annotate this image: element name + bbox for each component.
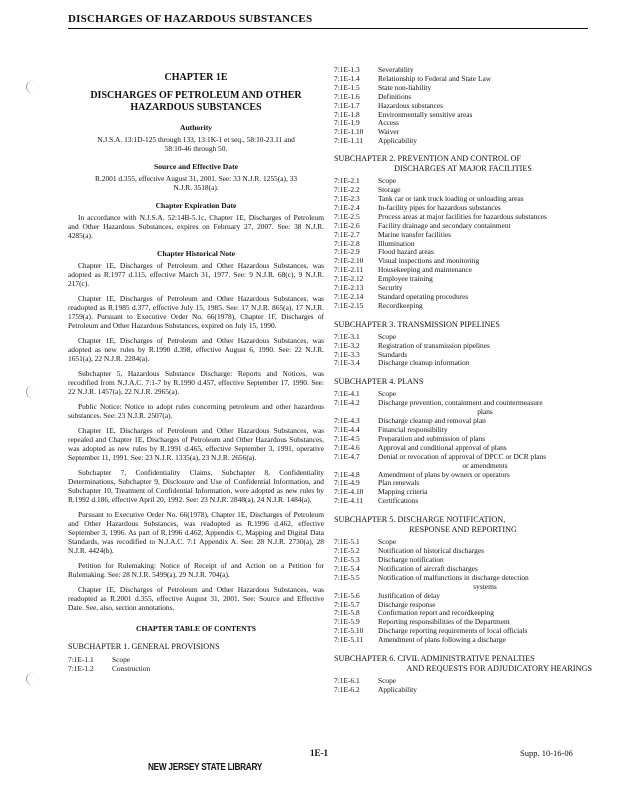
- toc-entry-number: 7:1E-2.10: [334, 256, 364, 266]
- toc-entry-number: 7:1E-4.10: [334, 487, 364, 497]
- supplement-date: Supp. 10-16-06: [520, 748, 573, 758]
- toc-entry[interactable]: [334, 266, 592, 275]
- toc-entry-number: 7:1E-5.1: [334, 537, 360, 547]
- toc-entry-title: Flood hazard areas: [378, 247, 434, 257]
- toc-subchapter-4-list: [334, 390, 592, 506]
- toc-entry-title: Environmentally sensitive areas: [378, 109, 473, 119]
- toc-entry[interactable]: [334, 93, 592, 102]
- toc-entry-title: Registration of transmission pipelines: [378, 340, 490, 350]
- binder-hole-mark: [26, 385, 44, 399]
- toc-entry[interactable]: [68, 655, 324, 664]
- toc-entry-title: Illumination: [378, 238, 415, 248]
- toc-entry-number: 7:1E-2.13: [334, 283, 364, 293]
- toc-entry-title: Notification of malfunctions in discharge detection: [378, 572, 529, 582]
- toc-entry-title: Waiver: [378, 127, 400, 137]
- toc-entry[interactable]: [334, 574, 592, 583]
- toc-entry-title: Visual inspections and monitoring: [378, 256, 480, 266]
- toc-subchapter-6-title-line1: SUBCHAPTER 6. CIVIL ADMINISTRATIVE PENALTIES: [334, 654, 535, 664]
- toc-entry-number: 7:1E-2.1: [334, 176, 360, 186]
- toc-entry-title: Definitions: [378, 91, 412, 101]
- toc-entry[interactable]: [68, 664, 324, 673]
- toc-entry-title: Approval and conditional approval of plans: [378, 442, 507, 452]
- history-note: Pursuant to Executive Order No. 66(1978), Chapter 1E, Discharges of Petroleum and Other Hazardous Substances, was readopted as R.1996 d.462, effective September 3, 1996. As part of R.1996 d.462, Appendix C, Mapping and Digital Data Standards, was recodified to N.J.A.C. 7:1 Appendix A. See: 28 N.J.R. 2730(a), 28 N.J.R. 4424(b).: [68, 510, 324, 555]
- toc-entry-number: 7:1E-4.6: [334, 442, 360, 452]
- toc-entry-title: Notification of historical discharges: [378, 546, 484, 556]
- toc-entry-number: 7:1E-2.14: [334, 291, 364, 301]
- toc-subchapter-6-list: [334, 677, 592, 695]
- toc-entry[interactable]: [334, 686, 592, 695]
- toc-subchapter-1-title: SUBCHAPTER 1. GENERAL PROVISIONS: [68, 642, 220, 651]
- toc-entry-number: 7:1E-3.4: [334, 358, 360, 368]
- toc-entry[interactable]: [334, 417, 592, 426]
- page-number: 1E-1: [310, 748, 328, 758]
- toc-entry-title: Tank car or tank truck loading or unloading areas: [378, 193, 524, 203]
- toc-entry-number: 7:1E-1.5: [334, 82, 360, 92]
- source-heading: Source and Effective Date: [153, 162, 238, 171]
- toc-entry-title: Discharge reporting requirements of local officials: [378, 626, 528, 636]
- toc-entry-title: Hazardous substances: [378, 100, 444, 110]
- toc-entry-title: Discharge cleanup and removal plan: [378, 416, 486, 426]
- toc-entry-number: 7:1E-4.8: [334, 469, 360, 479]
- toc-entry-number: 7:1E-2.6: [334, 220, 360, 230]
- toc-subchapter-2-title-line2: DISCHARGES AT MAJOR FACILITIES: [394, 164, 532, 174]
- history-note: Petition for Rulemaking: Notice of Receipt of and Action on a Petition for Rulemaking. See: 28 N.J.R. 5499(a), 29 N.J.R. 704(a).: [68, 561, 324, 579]
- toc-entry-number: 7:1E-1.2: [68, 664, 94, 673]
- toc-entry-title: Applicability: [378, 684, 417, 694]
- toc-entry-title: Recordkeeping: [378, 300, 423, 310]
- toc-entry-title: Scope: [378, 676, 397, 686]
- authority-text: N.J.S.A. 13:1D-125 through 133, 13:1K-1 et seq., 58:10-23.11 and 58:10-46 through 50.: [97, 135, 295, 153]
- toc-subchapter-4-title: SUBCHAPTER 4. PLANS: [334, 377, 424, 387]
- toc-entry[interactable]: [334, 302, 592, 311]
- toc-subchapter-2-title-line1: SUBCHAPTER 2. PREVENTION AND CONTROL OF: [334, 154, 522, 164]
- toc-entry-title: Reporting responsibilities of the Department: [378, 617, 510, 627]
- toc-entry-number: 7:1E-1.8: [334, 109, 360, 119]
- toc-subchapter-1-list-continued: [334, 66, 592, 146]
- chapter-number: CHAPTER 1E: [164, 72, 228, 83]
- toc-entry-number: 7:1E-2.7: [334, 229, 360, 239]
- toc-entry-title: Facility drainage and secondary containment: [378, 220, 511, 230]
- toc-entry-number: 7:1E-3.2: [334, 340, 360, 350]
- toc-entry-title: Housekeeping and maintenance: [378, 265, 472, 275]
- toc-entry-title: Preparation and submission of plans: [378, 433, 486, 443]
- toc-entry-title: Storage: [378, 185, 401, 195]
- toc-entry-number: 7:1E-2.4: [334, 202, 360, 212]
- toc-entry-title: Applicability: [378, 136, 417, 146]
- toc-entry-title: Justification of delay: [378, 590, 440, 600]
- toc-entry-title: Construction: [112, 664, 151, 673]
- toc-entry-title: Access: [378, 118, 399, 128]
- toc-entry-number: 7:1E-4.3: [334, 416, 360, 426]
- toc-entry[interactable]: [334, 137, 592, 146]
- history-note: Public Notice: Notice to adopt rules concerning petroleum and other hazardous substances. See: 23 N.J.R. 2507(a).: [68, 402, 324, 420]
- toc-entry-number: 7:1E-1.3: [334, 65, 360, 74]
- toc-entry-number: 7:1E-2.3: [334, 193, 360, 203]
- toc-entry[interactable]: [334, 471, 592, 480]
- toc-subchapter-5-list: [334, 538, 592, 645]
- toc-entry[interactable]: [334, 177, 592, 186]
- toc-entry-number: 7:1E-5.6: [334, 590, 360, 600]
- history-note: Chapter 1E, Discharges of Petroleum and Other Hazardous Substances, was readopted as R.2001 d.355, effective August 31, 2001. See: Source and Effective Date. See, also, section annotations.: [68, 585, 324, 612]
- toc-entry-title: Notification of aircraft discharges: [378, 563, 478, 573]
- toc-entry[interactable]: [334, 231, 592, 240]
- toc-entry-number: 7:1E-4.1: [334, 389, 360, 399]
- toc-entry-title: Mapping criteria: [378, 487, 428, 497]
- toc-subchapter-2-title: [334, 154, 592, 174]
- toc-subchapter-3-list: [334, 333, 592, 369]
- toc-entry-number: 7:1E-4.5: [334, 433, 360, 443]
- toc-entry-title: Marine transfer facilities: [378, 229, 452, 239]
- toc-entry-title: State non-liability: [378, 82, 432, 92]
- toc-entry-number: 7:1E-3.3: [334, 349, 360, 359]
- history-heading: Chapter Historical Note: [157, 249, 235, 258]
- toc-entry[interactable]: [334, 636, 592, 645]
- toc-entry-title: Severability: [378, 65, 414, 74]
- history-note: Subchapter 7, Confidentiality Claims, Subchapter 8, Confidentiality Determinations, Subchapter 9, Disclosure and Use of Confidential Information, and Subchapter 10, Treatment of Confidential Information, were adopted as new rules by R.1992 d.186, effective April 20, 1992. See: 23 N.J.R. 2848(a), 24 N.J.R. 1484(a).: [68, 468, 324, 504]
- toc-entry-number: 7:1E-1.10: [334, 127, 364, 137]
- toc-entry-title: Amendment of plans by owners or operators: [378, 469, 510, 479]
- toc-subchapter-5-title-line1: SUBCHAPTER 5. DISCHARGE NOTIFICATION,: [334, 515, 506, 525]
- toc-entry-title: Certifications: [378, 496, 419, 506]
- toc-entry[interactable]: [334, 592, 592, 601]
- toc-entry-title: In-facility pipes for hazardous substances: [378, 202, 501, 212]
- toc-entry-number: 7:1E-5.2: [334, 546, 360, 556]
- toc-heading: CHAPTER TABLE OF CONTENTS: [136, 624, 256, 633]
- source-text: R.2001 d.355, effective August 31, 2001. See: 33 N.J.R. 1255(a), 33 N.J.R. 3518(a).: [94, 174, 298, 192]
- history-note: Chapter 1E, Discharges of Petroleum and Other Hazardous Substances, was readopted as R.1985 d.377, effective July 15, 1985. See: 17 N.J.R. 865(a), 17 N.J.R. 1759(a). Pursuant to Executive Order No. 66(1978), Chapter 1F, Discharges of Petroleum and Other Hazardous Substances, expired on July 15, 1990.: [68, 294, 324, 330]
- toc-entry-title: Discharge notification: [378, 554, 444, 564]
- toc-entry[interactable]: [334, 75, 592, 84]
- toc-entry-title: Financial responsibility: [378, 425, 448, 434]
- toc-entry[interactable]: [334, 359, 592, 368]
- expiration-text: In accordance with N.J.S.A. 52:14B-5.1c, Chapter 1E, Discharges of Petroleum and Other Hazardous Substances, expires on February 27, 2007. See: 38 N.J.R. 4285(a).: [68, 213, 324, 240]
- toc-entry[interactable]: [334, 119, 592, 128]
- toc-entry-title: Scope: [378, 389, 397, 399]
- toc-entry-number: 7:1E-1.9: [334, 118, 360, 128]
- toc-entry-title: Process areas at major facilities for hazardous substances: [378, 211, 547, 221]
- toc-entry-number: 7:1E-1.6: [334, 91, 360, 101]
- toc-subchapter-6-title-line2: AND REQUESTS FOR ADJUDICATORY HEARINGS: [406, 664, 592, 674]
- toc-entry-number: 7:1E-1.1: [68, 655, 94, 664]
- toc-entry[interactable]: [334, 488, 592, 497]
- toc-entry[interactable]: [334, 84, 592, 93]
- toc-entry[interactable]: [334, 342, 592, 351]
- toc-entry-title: Relationship to Federal and State Law: [378, 73, 492, 83]
- toc-subchapter-3-title: SUBCHAPTER 3. TRANSMISSION PIPELINES: [334, 319, 500, 329]
- toc-entry-title: Confirmation report and recordkeeping: [378, 608, 494, 618]
- toc-entry-number: 7:1E-5.11: [334, 635, 364, 645]
- authority-heading: Authority: [179, 123, 213, 132]
- toc-entry-number: 7:1E-5.5: [334, 572, 360, 582]
- toc-entry-title: Employee training: [378, 274, 433, 284]
- expiration-heading: Chapter Expiration Date: [155, 201, 237, 210]
- toc-entry-title: Discharge prevention, containment and countermeasure: [378, 398, 543, 408]
- toc-entry[interactable]: [334, 222, 592, 231]
- toc-entry-number: 7:1E-1.7: [334, 100, 360, 110]
- running-header: [68, 13, 588, 29]
- toc-entry[interactable]: [334, 128, 592, 137]
- toc-subchapter-6-title: [334, 654, 592, 674]
- toc-entry-title: Discharge response: [378, 599, 436, 609]
- toc-entry-title: Standards: [378, 349, 408, 359]
- toc-entry[interactable]: [334, 111, 592, 120]
- toc-entry[interactable]: [334, 275, 592, 284]
- toc-entry-number: 7:1E-2.15: [334, 300, 364, 310]
- toc-entry-continuation: systems: [473, 581, 497, 591]
- toc-entry-number: 7:1E-5.7: [334, 599, 360, 609]
- binder-hole-mark: [26, 80, 44, 94]
- toc-entry[interactable]: [334, 240, 592, 249]
- history-note: Subchapter 5, Hazardous Substance Discharge: Reports and Notices, was recodified from N.J.A.C. 7:1-7 by R.1990 d.457, effective September 17, 1990. See: 22 N.J.R. 1457(a), 22 N.J.R. 2965(a).: [68, 369, 324, 396]
- toc-entry-continuation: or amendments: [462, 460, 508, 470]
- toc-entry-number: 7:1E-6.1: [334, 676, 360, 686]
- left-column: [68, 66, 324, 673]
- toc-entry-number: 7:1E-5.9: [334, 617, 360, 627]
- header-divider: [68, 28, 588, 29]
- toc-entry[interactable]: [334, 547, 592, 556]
- binder-hole-mark: [26, 672, 44, 686]
- chapter-title: DISCHARGES OF PETROLEUM AND OTHER HAZARDOUS SUBSTANCES: [90, 90, 302, 113]
- toc-entry-number: 7:1E-2.5: [334, 211, 360, 221]
- toc-entry-number: 7:1E-2.2: [334, 185, 360, 195]
- toc-subchapter-1-list: [68, 655, 324, 673]
- history-note: Chapter 1E, Discharges of Petroleum and Other Hazardous Substances, was adopted as new rules by R.1990 d.398, effective August 6, 1990. See: 22 N.J.R. 1651(a), 22 N.J.R. 2284(a).: [68, 336, 324, 363]
- toc-entry-title: Standard operating procedures: [378, 291, 469, 301]
- running-header-title: DISCHARGES OF HAZARDOUS SUBSTANCES: [68, 13, 313, 25]
- toc-entry-title: Plan renewals: [378, 478, 420, 488]
- toc-entry-continuation: plans: [477, 407, 493, 417]
- toc-entry-title: Scope: [378, 537, 397, 547]
- toc-entry-number: 7:1E-4.4: [334, 425, 360, 434]
- toc-subchapter-5-title: [334, 515, 592, 535]
- history-note: Chapter 1E, Discharges of Petroleum and Other Hazardous Substances, was adopted as R.1977 d.115, effective March 31, 1977. See: 9 N.J.R. 68(c), 9 N.J.R. 217(c).: [68, 261, 324, 288]
- toc-entry-title: Scope: [112, 655, 131, 664]
- toc-entry-number: 7:1E-2.12: [334, 274, 364, 284]
- toc-entry-title: Discharge cleanup information: [378, 358, 470, 368]
- toc-entry-number: 7:1E-3.1: [334, 331, 360, 341]
- toc-entry-number: 7:1E-1.11: [334, 136, 364, 146]
- toc-entry-number: 7:1E-2.8: [334, 238, 360, 248]
- toc-entry-number: 7:1E-5.8: [334, 608, 360, 618]
- toc-entry-number: 7:1E-4.11: [334, 496, 364, 506]
- toc-entry[interactable]: [334, 497, 592, 506]
- toc-entry-number: 7:1E-2.9: [334, 247, 360, 257]
- toc-subchapter-2-list: [334, 177, 592, 311]
- right-column: [334, 66, 592, 695]
- toc-subchapter-5-title-line2: RESPONSE AND REPORTING: [409, 525, 517, 535]
- history-note: Chapter 1E, Discharges of Petroleum and Other Hazardous Substances, was repealed and Chapter 1E, Discharges of Petroleum and Other Hazardous Substances, was adopted as new rules by R.1991 d.465, effective September 3, 1991, operative September 11, 1991. See: 23 N.J.R. 1335(a), 23 N.J.R. 2656(a).: [68, 426, 324, 462]
- toc-entry[interactable]: [334, 399, 592, 408]
- toc-entry-number: 7:1E-5.4: [334, 563, 360, 573]
- toc-entry[interactable]: [334, 293, 592, 302]
- toc-entry-number: 7:1E-5.3: [334, 554, 360, 564]
- toc-entry-title: Scope: [378, 331, 397, 341]
- toc-entry-title: Amendment of plans following a discharge: [378, 635, 506, 645]
- toc-entry-number: 7:1E-4.7: [334, 451, 360, 461]
- toc-entry-title: Denial or revocation of approval of DPCC or DCR plans: [378, 451, 547, 461]
- toc-entry-title: Security: [378, 283, 403, 293]
- toc-entry-title: Scope: [378, 176, 397, 186]
- library-stamp: NEW JERSEY STATE LIBRARY: [148, 762, 263, 773]
- history-notes: [68, 261, 324, 612]
- toc-entry[interactable]: [334, 479, 592, 488]
- toc-entry-number: 7:1E-2.11: [334, 265, 364, 275]
- toc-entry-number: 7:1E-4.2: [334, 398, 360, 408]
- toc-entry-number: 7:1E-6.2: [334, 684, 360, 694]
- toc-entry[interactable]: [334, 677, 592, 686]
- toc-entry-number: 7:1E-1.4: [334, 73, 360, 83]
- toc-entry-number: 7:1E-5.10: [334, 626, 364, 636]
- toc-entry-number: 7:1E-4.9: [334, 478, 360, 488]
